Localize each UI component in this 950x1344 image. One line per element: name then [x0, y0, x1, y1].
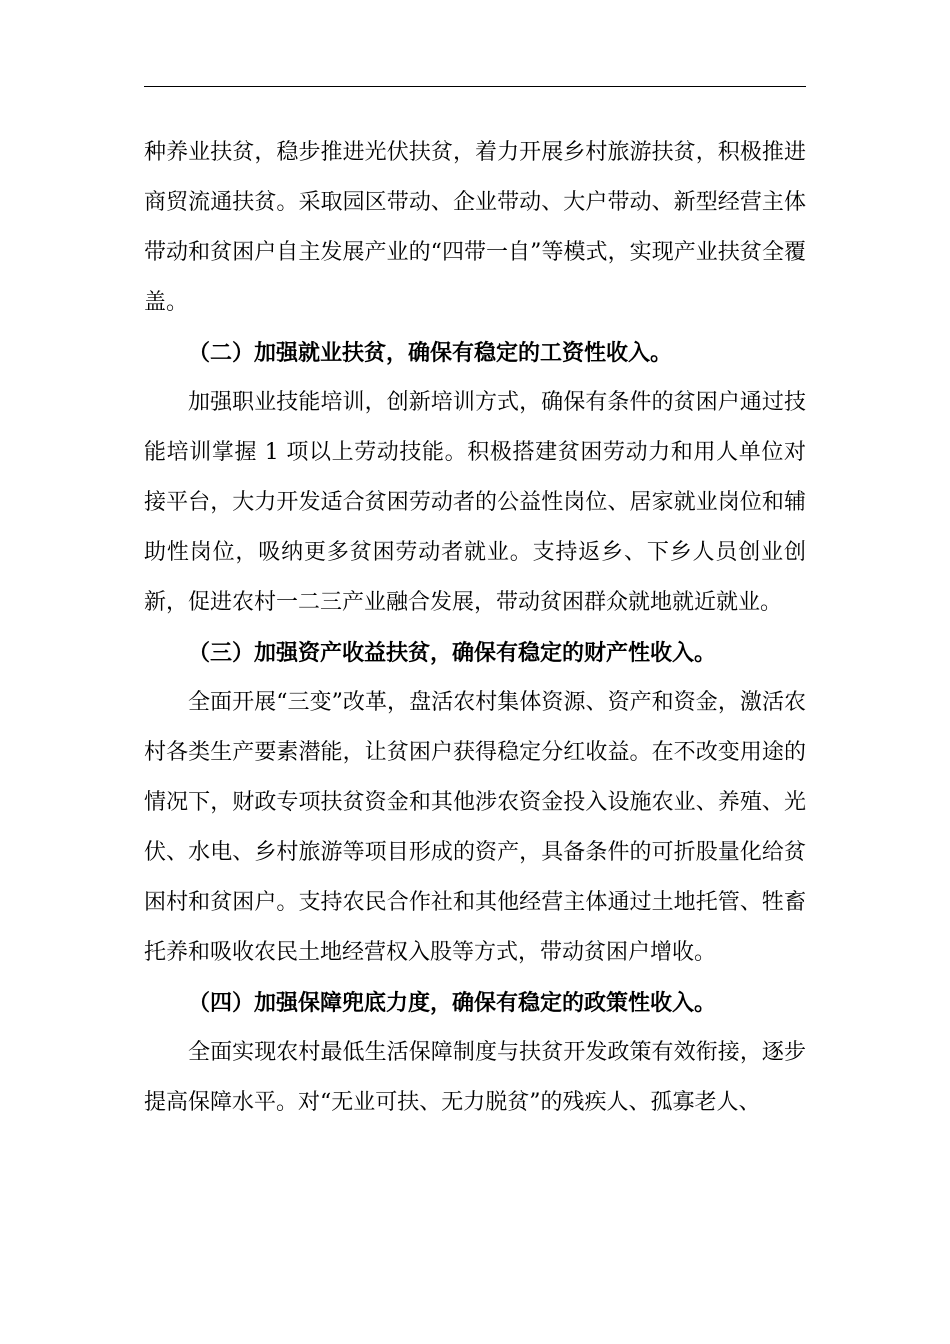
- section-heading-social-security: （四）加强保障兜底力度，确保有稳定的政策性收入。: [188, 990, 717, 1016]
- paragraph-industry-continued: 种养业扶贫，稳步推进光伏扶贫，着力开展乡村旅游扶贫，积极推进商贸流通扶贫。采取园区带动、企业带动、大户带动、新型经营主体带动和贫困户自主发展产业的“四带一自”等模式，实现产业扶贫全覆盖。: [144, 140, 806, 315]
- section-heading-employment: （二）加强就业扶贫，确保有稳定的工资性收入。: [188, 340, 673, 366]
- paragraph-social-security: 全面实现农村最低生活保障制度与扶贫开发政策有效衔接，逐步提高保障水平。对“无业可扶、无力脱贫”的残疾人、孤寡老人、: [144, 1040, 806, 1115]
- paragraph-employment: 加强职业技能培训，创新培训方式，确保有条件的贫困户通过技能培训掌握 1 项以上劳动技能。积极搭建贫困劳动力和用人单位对接平台，大力开发适合贫困劳动者的公益性岗位、居家就业岗位和辅助性岗位，吸纳更多贫困劳动者就业。支持返乡、下乡人员创业创新，促进农村一二三产业融合发展，带动贫困群众就地就近就业。: [144, 390, 806, 615]
- paragraph-asset-income: 全面开展“三变”改革，盘活农村集体资源、资产和资金，激活农村各类生产要素潜能，让贫困户获得稳定分红收益。在不改变用途的情况下，财政专项扶贫资金和其他涉农资金投入设施农业、养殖、光伏、水电、乡村旅游等项目形成的资产，具备条件的可折股量化给贫困村和贫困户。支持农民合作社和其他经营主体通过土地托管、牲畜托养和吸收农民土地经营权入股等方式，带动贫困户增收。: [144, 690, 806, 965]
- section-heading-asset-income: （三）加强资产收益扶贫，确保有稳定的财产性收入。: [188, 640, 717, 666]
- document-body: [144, 128, 806, 1128]
- header-rule: [144, 86, 806, 87]
